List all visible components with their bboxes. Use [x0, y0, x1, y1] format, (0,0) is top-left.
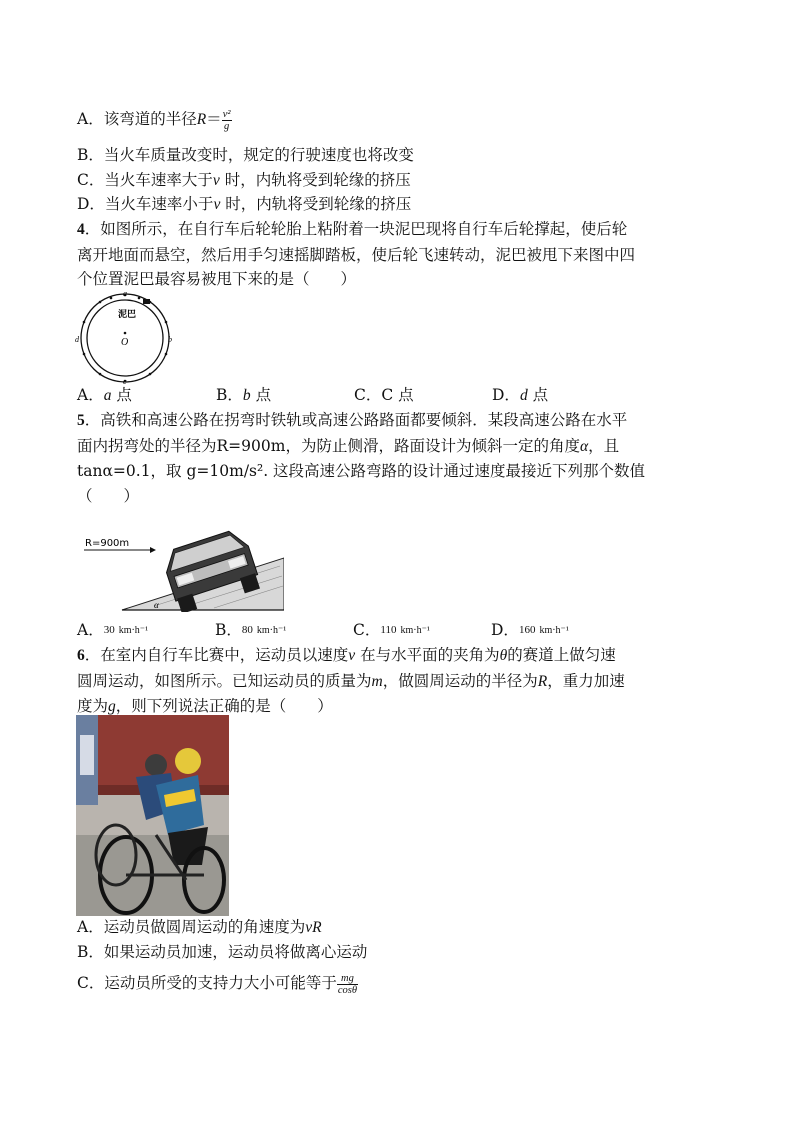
q4-stem: 4．如图所示，在自行车后轮轮胎上粘附着一块泥巴现将自行车后轮撑起，使后轮 离开地面而悬空，然后用手匀速摇脚踏板，使后轮飞速转动，泥巴被甩下来图中四 个位置泥巴最容易被甩下来的是（ ）: [77, 220, 636, 288]
point-a-label: a: [123, 289, 127, 298]
radius-label: R=900m: [85, 538, 130, 549]
q6-cyclist-photo: [76, 715, 229, 916]
q6-option-b: B．如果运动员加速，运动员将做离心运动: [77, 943, 368, 961]
q6-option-a: A．运动员做圆周运动的角速度为vR: [77, 918, 322, 936]
q4-options: A．a 点 B．b 点 C．C 点 D．d 点: [77, 386, 549, 404]
q4-wheel-figure: [74, 289, 178, 385]
q3-option-c: C．当火车速率大于v 时，内轨将受到轮缘的挤压: [77, 171, 411, 189]
center-label: O: [121, 337, 129, 348]
q3-a-fraction: $\frac{\text{v²}}{g}$: [222, 108, 231, 132]
point-b-label: b: [168, 335, 172, 344]
q5-stem: 5．高铁和高速公路在拐弯时铁轨或高速公路路面都要倾斜．某段高速公路在水平 面内拐弯处的半径为R=900m，为防止侧滑，路面设计为倾斜一定的角度α，且 tanα=0.1，取 g=10m/s². 这段高速公路弯路的设计通过速度最接近下列那个数值 （ ）: [77, 411, 646, 505]
q3-option-a: A．该弯道的半径R＝ $\frac{\text{v²}}{g}$: [77, 108, 231, 132]
q5-car-on-slope-figure: [84, 502, 284, 612]
point-d-label: d: [75, 335, 79, 344]
q6-c-fraction: $\frac{mg}{\cos\theta}$: [337, 972, 358, 996]
mud-blob: [143, 299, 150, 304]
q3-option-d: D．当火车速率小于v 时，内轨将受到轮缘的挤压: [77, 195, 412, 213]
q3-option-b: B．当火车质量改变时，规定的行驶速度也将改变: [77, 146, 414, 164]
point-c-label: c: [123, 377, 127, 385]
angle-label: α: [154, 600, 159, 610]
q6-option-c: C．运动员所受的支持力大小可能等于 $\frac{mg}{\cos\theta}$: [77, 972, 358, 996]
q6-stem: 6．在室内自行车比赛中，运动员以速度v 在与水平面的夹角为θ的赛道上做匀速 圆周运动，如图所示。已知运动员的质量为m，做圆周运动的半径为R，重力加速 度为g，则下列说法正确的是（ ）: [77, 646, 625, 715]
q5-options: A．30 km·h⁻¹ B．80 km·h⁻¹ C．110 km·h⁻¹ D．160 km·h⁻¹: [77, 621, 569, 639]
mud-label: 泥巴: [118, 310, 137, 320]
